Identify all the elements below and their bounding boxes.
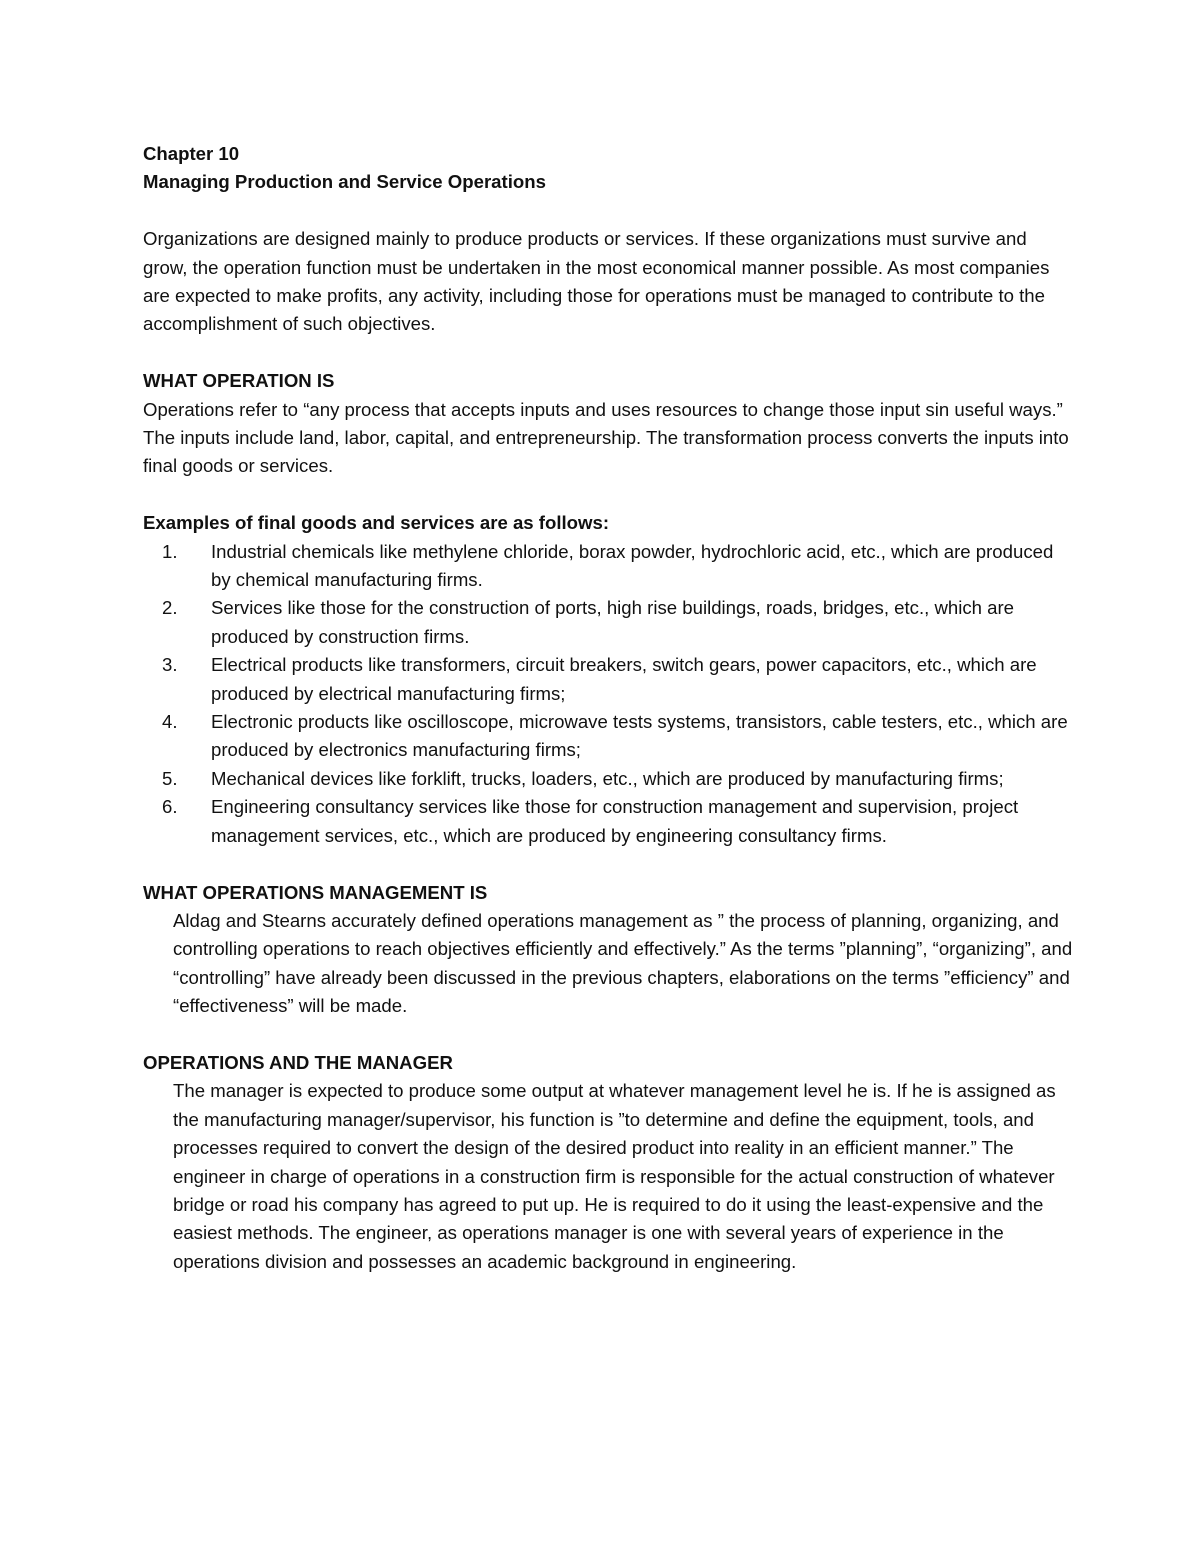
list-item [143, 651, 1073, 708]
heading-operations-management: WHAT OPERATIONS MANAGEMENT IS [143, 881, 488, 903]
spacer [143, 850, 1073, 878]
spacer [143, 339, 1073, 367]
paragraph-what-operation: Operations refer to “any process that accepts inputs and uses resources to change those input sin useful ways.” The inputs include land, labor, capital, and entrepreneurship. The transformation process converts the inputs into final goods or services. [143, 398, 1069, 477]
list-item-number: 2. [162, 597, 178, 619]
list-item-number: 3. [162, 654, 178, 676]
list-item [143, 594, 1073, 651]
list-item-text: Industrial chemicals like methylene chloride, borax powder, hydrochloric acid, etc., which are produced by chemical manufacturing firms. [211, 540, 1054, 591]
operations-management-block [143, 907, 1073, 1021]
list-item-number: 6. [162, 796, 178, 818]
spacer [143, 481, 1073, 509]
list-item-text: Services like those for the construction of ports, high rise buildings, roads, bridges, etc., which are produced by construction firms. [211, 597, 1015, 647]
intro-paragraph: Organizations are designed mainly to produce products or services. If these organizations must survive and grow, the operation function must be undertaken in the most economical manner possible. As most companies are expected to make profits, any activity, including those for operations must be managed to contribute to the accomplishment of such objectives. [143, 228, 1050, 335]
heading-examples: Examples of final goods and services are as follows: [143, 512, 610, 534]
list-item-text: Electrical products like transformers, circuit breakers, switch gears, power capacitors, etc., which are produced by electrical manufacturing firms; [211, 654, 1037, 704]
list-item-text: Engineering consultancy services like those for construction management and supervision, project management services, etc., which are produced by engineering consultancy firms. [211, 796, 1019, 846]
paragraph-operations-management: Aldag and Stearns accurately defined operations management as ” the process of planning, organizing, and controlling operations to reach objectives efficiently and effectively.” As the terms ”planning”, “organizing”, and “controlling” have already been discussed in the previous chapters, elaborations on the terms ”efficiency” and “effectiveness” will be made. [173, 909, 1073, 1017]
spacer [143, 197, 1073, 225]
operations-manager-block [143, 1077, 1073, 1276]
chapter-title: Managing Production and Service Operations [143, 171, 546, 193]
heading-what-operation: WHAT OPERATION IS [143, 370, 335, 392]
paragraph-operations-manager: The manager is expected to produce some output at whatever management level he is. If he is assigned as the manufacturing manager/supervisor, his function is ”to determine and define the equipment, tools, and processes required to convert the design of the desired product into reality in an efficient manner.” The engineer in charge of operations in a construction firm is responsible for the actual construction of whatever bridge or road his company has agreed to put up. He is required to do it using the least-expensive and the easiest methods. The engineer, as operations manager is one with several years of experience in the operations division and possesses an academic background in engineering. [173, 1080, 1056, 1272]
document-body [143, 140, 1073, 1276]
chapter-label: Chapter 10 [143, 143, 240, 164]
list-item-number: 1. [162, 540, 178, 562]
list-item [143, 538, 1073, 595]
list-item [143, 708, 1073, 765]
list-item-number: 4. [162, 711, 178, 733]
examples-list [143, 538, 1073, 850]
spacer [143, 1021, 1073, 1049]
list-item [143, 765, 1073, 793]
list-item-text: Electronic products like oscilloscope, microwave tests systems, transistors, cable testers, etc., which are produced by electronics manufacturing firms; [211, 711, 1068, 761]
list-item-text: Mechanical devices like forklift, trucks, loaders, etc., which are produced by manufacturing firms; [211, 767, 1004, 789]
list-item [143, 793, 1073, 850]
list-item-number: 5. [162, 767, 178, 789]
heading-operations-manager: OPERATIONS AND THE MANAGER [143, 1051, 453, 1073]
